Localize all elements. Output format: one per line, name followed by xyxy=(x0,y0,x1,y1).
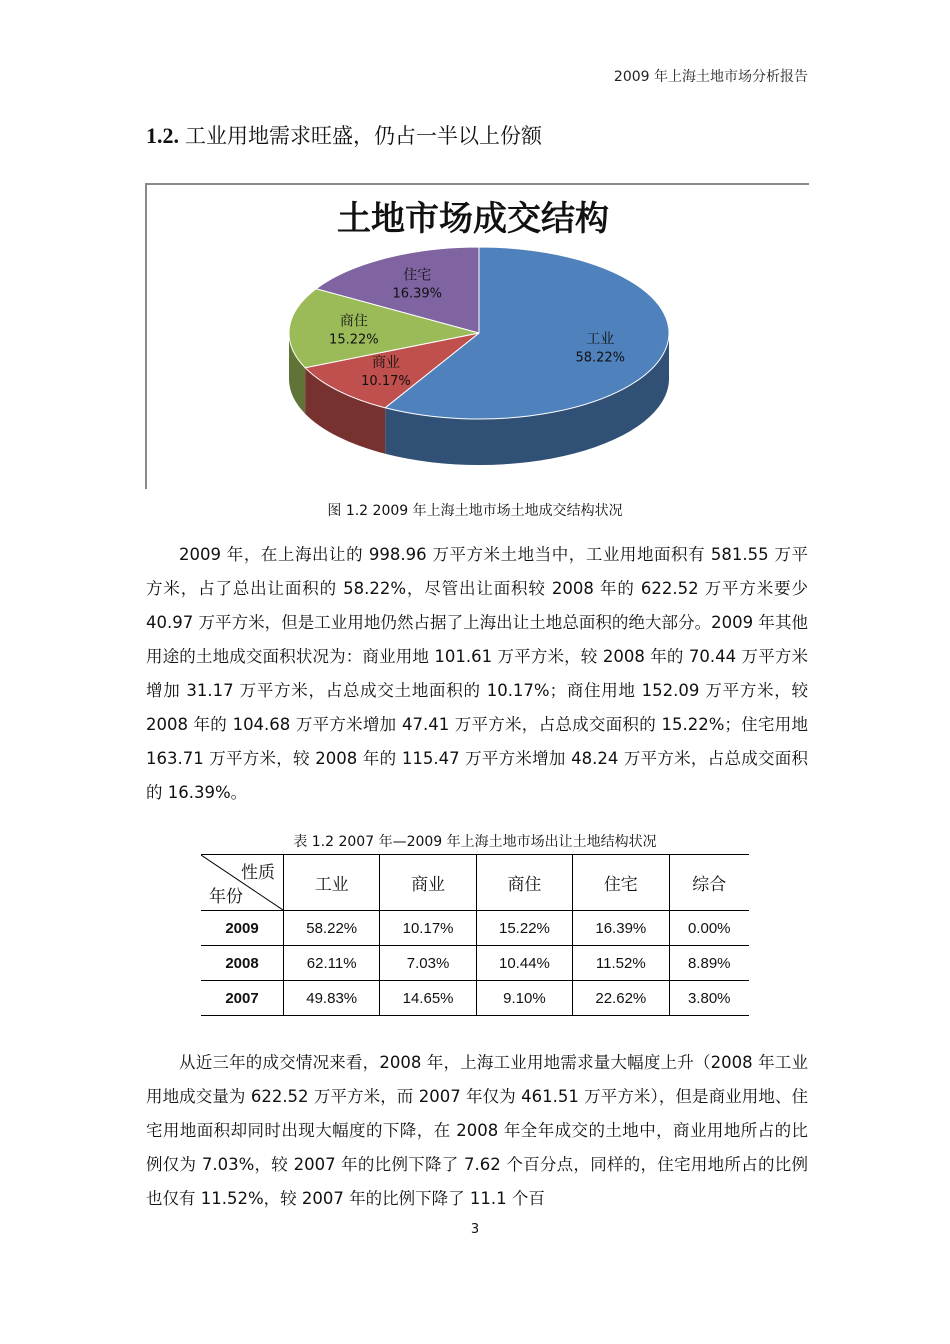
slice-category-label: 商住 xyxy=(339,313,368,330)
column-header: 工业 xyxy=(284,855,380,911)
slice-percent-label: 16.39% xyxy=(392,286,443,302)
land-structure-table xyxy=(201,854,749,1016)
table-cell: 7.03% xyxy=(380,946,476,981)
table-cell: 9.10% xyxy=(476,981,572,1016)
paragraph-2: 从近三年的成交情况来看，2008 年，上海工业用地需求量大幅度上升（2008 年工业用地成交量为 622.52 万平方米，而 2007 年仅为 461.51 万平方米），但是商业用地、住宅用地面积却同时出现大幅度的下降，在 2008 年全年成交的土地中，商业用地所占的比例仅为 7.03%，较 2007 年的比例下降了 7.62 个百分点，同样的，住宅用地所占的比例也仅有 11.52%，较 2007 年的比例下降了 11.1 个百 xyxy=(146,1053,808,1208)
table-row xyxy=(201,946,749,981)
slice-category-label: 工业 xyxy=(586,331,615,348)
paragraph-1: 2009 年，在上海出让的 998.96 万平方米土地当中，工业用地面积有 581.55 万平方米，占了总出让面积的 58.22%，尽管出让面积较 2008 年的 622.52 万平方米要少 40.97 万平方米，但是工业用地仍然占据了上海出让土地总面积的绝大部分。2009 年其他用途的土地成交面积状况为：商业用地 101.61 万平方米，较 2008 年的 70.44 万平方米增加 31.17 万平方米，占总成交土地面积的 10.17%；商住用地 152.09 万平方米，较 2008 年的 104.68 万平方米增加 47.41 万平方米，占总成交面积的 15.22%；住宅用地 163.71 万平方米，较 2008 年的 115.47 万平方米增加 48.24 万平方米，占总成交面积的 16.39%。 xyxy=(146,545,808,802)
figure-caption: 图 1.2 2009 年上海土地市场土地成交结构状况 xyxy=(327,503,623,519)
corner-top-label: 性质 xyxy=(241,863,275,883)
table-cell: 10.44% xyxy=(476,946,572,981)
table-cell: 58.22% xyxy=(284,911,380,946)
row-year: 2009 xyxy=(201,911,284,946)
table-cell: 22.62% xyxy=(573,981,669,1016)
table-cell: 3.80% xyxy=(669,981,749,1016)
table-row xyxy=(201,981,749,1016)
table-cell: 11.52% xyxy=(573,946,669,981)
page-number: 3 xyxy=(470,1222,480,1237)
table-cell: 49.83% xyxy=(284,981,380,1016)
pie-chart-frame xyxy=(145,183,809,489)
section-number: 1.2. xyxy=(146,123,179,148)
slice-category-label: 住宅 xyxy=(403,267,432,284)
table-cell: 15.22% xyxy=(476,911,572,946)
column-header: 商业 xyxy=(380,855,476,911)
table-cell: 8.89% xyxy=(669,946,749,981)
section-heading xyxy=(146,120,542,150)
pie-chart xyxy=(147,185,809,489)
row-year: 2007 xyxy=(201,981,284,1016)
table-cell: 62.11% xyxy=(284,946,380,981)
table-corner-cell xyxy=(201,855,284,911)
slice-percent-label: 10.17% xyxy=(361,374,411,390)
column-header: 住宅 xyxy=(573,855,669,911)
table-cell: 16.39% xyxy=(573,911,669,946)
slice-percent-label: 15.22% xyxy=(329,332,379,348)
table-caption: 表 1.2 2007 年—2009 年上海土地市场出让土地结构状况 xyxy=(293,834,657,850)
corner-bottom-label: 年份 xyxy=(209,887,243,907)
column-header: 综合 xyxy=(669,855,749,911)
running-header: 2009 年上海土地市场分析报告 xyxy=(613,69,808,85)
column-header: 商住 xyxy=(476,855,572,911)
slice-percent-label: 58.22% xyxy=(575,350,626,366)
table-cell: 10.17% xyxy=(380,911,476,946)
table-cell: 0.00% xyxy=(669,911,749,946)
slice-category-label: 商业 xyxy=(371,355,400,372)
table-row xyxy=(201,911,749,946)
section-title: 工业用地需求旺盛，仍占一半以上份额 xyxy=(185,124,542,148)
chart-title: 土地市场成交结构 xyxy=(337,199,609,239)
table-cell: 14.65% xyxy=(380,981,476,1016)
table-header-row xyxy=(201,855,749,911)
row-year: 2008 xyxy=(201,946,284,981)
